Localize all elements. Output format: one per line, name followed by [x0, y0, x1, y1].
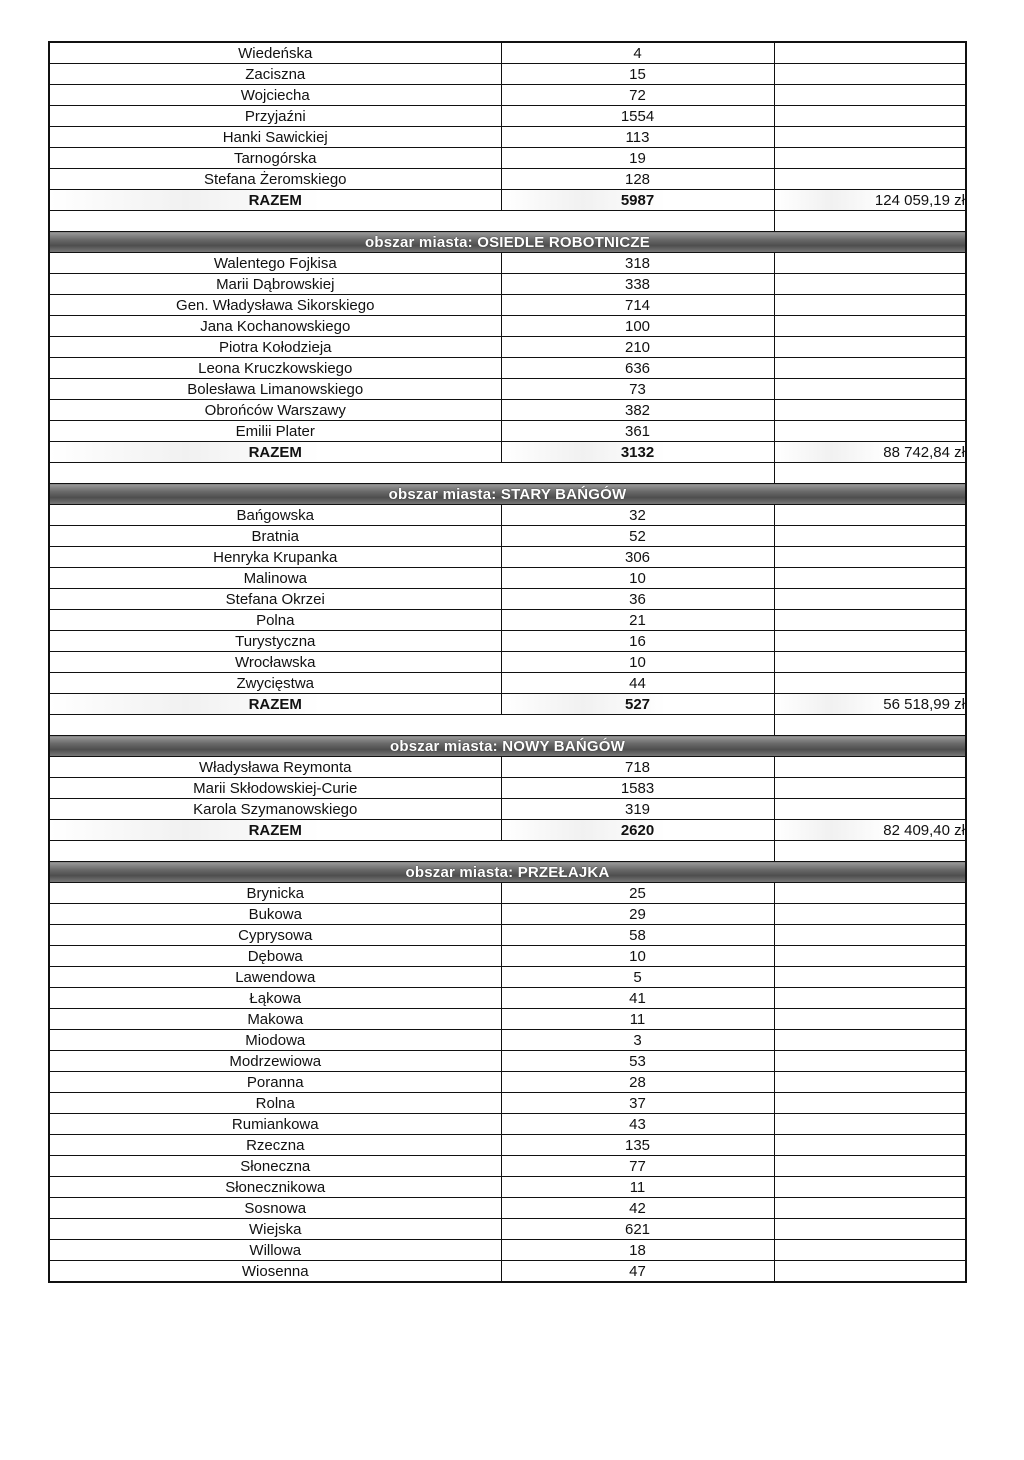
street-name: Leona Kruczkowskiego — [49, 358, 501, 379]
street-name: Bańgowska — [49, 505, 501, 526]
table-row — [49, 253, 966, 274]
table-row — [49, 610, 966, 631]
amount-cell — [774, 967, 966, 988]
resident-count: 15 — [501, 64, 774, 85]
resident-count: 128 — [501, 169, 774, 190]
street-name: Sosnowa — [49, 1198, 501, 1219]
street-name: Bukowa — [49, 904, 501, 925]
total-count: 5987 — [501, 190, 774, 211]
spacer-cell — [49, 715, 774, 736]
street-name: Marii Skłodowskiej-Curie — [49, 778, 501, 799]
spacer-cell — [49, 463, 774, 484]
amount-cell — [774, 274, 966, 295]
total-count: 2620 — [501, 820, 774, 841]
table-row — [49, 1135, 966, 1156]
section-header-row — [49, 484, 966, 505]
resident-count: 28 — [501, 1072, 774, 1093]
resident-count: 42 — [501, 1198, 774, 1219]
resident-count: 1583 — [501, 778, 774, 799]
resident-count: 718 — [501, 757, 774, 778]
table-row — [49, 42, 966, 64]
resident-count: 32 — [501, 505, 774, 526]
resident-count: 11 — [501, 1177, 774, 1198]
amount-cell — [774, 85, 966, 106]
amount-cell — [774, 1072, 966, 1093]
amount-cell — [774, 652, 966, 673]
amount-cell — [774, 127, 966, 148]
street-name: Łąkowa — [49, 988, 501, 1009]
amount-cell — [774, 1156, 966, 1177]
spacer-cell — [774, 841, 966, 862]
street-name: Jana Kochanowskiego — [49, 316, 501, 337]
street-name: Zaciszna — [49, 64, 501, 85]
table-row — [49, 169, 966, 190]
resident-count: 10 — [501, 652, 774, 673]
spacer-cell — [774, 463, 966, 484]
total-amount: 88 742,84 zł — [774, 442, 966, 463]
table-row — [49, 526, 966, 547]
street-name: Piotra Kołodzieja — [49, 337, 501, 358]
table-row — [49, 421, 966, 442]
data-table — [48, 41, 967, 1283]
amount-cell — [774, 295, 966, 316]
spacer-cell — [774, 715, 966, 736]
amount-cell — [774, 106, 966, 127]
total-row — [49, 442, 966, 463]
total-row — [49, 190, 966, 211]
total-row — [49, 820, 966, 841]
section-header-row — [49, 862, 966, 883]
resident-count: 36 — [501, 589, 774, 610]
table-row — [49, 295, 966, 316]
table-row — [49, 946, 966, 967]
section-header-row — [49, 736, 966, 757]
street-name: Przyjaźni — [49, 106, 501, 127]
resident-count: 319 — [501, 799, 774, 820]
resident-count: 21 — [501, 610, 774, 631]
table-row — [49, 106, 966, 127]
table-row — [49, 967, 966, 988]
total-amount: 82 409,40 zł — [774, 820, 966, 841]
spacer-cell — [49, 211, 774, 232]
street-name: Bolesława Limanowskiego — [49, 379, 501, 400]
street-name: Rolna — [49, 1093, 501, 1114]
street-name: Turystyczna — [49, 631, 501, 652]
table-row — [49, 64, 966, 85]
resident-count: 53 — [501, 1051, 774, 1072]
spacer-row — [49, 211, 966, 232]
street-name: Tarnogórska — [49, 148, 501, 169]
resident-count: 306 — [501, 547, 774, 568]
street-name: Makowa — [49, 1009, 501, 1030]
street-name: Stefana Żeromskiego — [49, 169, 501, 190]
street-name: Rzeczna — [49, 1135, 501, 1156]
amount-cell — [774, 631, 966, 652]
street-name: Stefana Okrzei — [49, 589, 501, 610]
street-name: Cyprysowa — [49, 925, 501, 946]
table-row — [49, 400, 966, 421]
resident-count: 29 — [501, 904, 774, 925]
amount-cell — [774, 1114, 966, 1135]
table-row — [49, 631, 966, 652]
amount-cell — [774, 337, 966, 358]
resident-count: 58 — [501, 925, 774, 946]
amount-cell — [774, 883, 966, 904]
street-name: Hanki Sawickiej — [49, 127, 501, 148]
resident-count: 11 — [501, 1009, 774, 1030]
street-name: Obrońców Warszawy — [49, 400, 501, 421]
street-name: Walentego Fojkisa — [49, 253, 501, 274]
street-name: Wiedeńska — [49, 42, 501, 64]
section-header: obszar miasta: PRZEŁAJKA — [49, 862, 966, 883]
resident-count: 113 — [501, 127, 774, 148]
street-name: Modrzewiowa — [49, 1051, 501, 1072]
amount-cell — [774, 358, 966, 379]
resident-count: 210 — [501, 337, 774, 358]
table-row — [49, 337, 966, 358]
spacer-cell — [774, 211, 966, 232]
table-row — [49, 925, 966, 946]
amount-cell — [774, 589, 966, 610]
resident-count: 382 — [501, 400, 774, 421]
table-row — [49, 316, 966, 337]
street-name: Polna — [49, 610, 501, 631]
resident-count: 135 — [501, 1135, 774, 1156]
table-row — [49, 127, 966, 148]
street-name: Rumiankowa — [49, 1114, 501, 1135]
table-row — [49, 757, 966, 778]
amount-cell — [774, 1177, 966, 1198]
amount-cell — [774, 757, 966, 778]
resident-count: 44 — [501, 673, 774, 694]
table-row — [49, 1093, 966, 1114]
table-row — [49, 1051, 966, 1072]
street-name: Zwycięstwa — [49, 673, 501, 694]
table-row — [49, 1240, 966, 1261]
amount-cell — [774, 904, 966, 925]
amount-cell — [774, 568, 966, 589]
table-row — [49, 505, 966, 526]
amount-cell — [774, 547, 966, 568]
resident-count: 52 — [501, 526, 774, 547]
table-body — [49, 42, 966, 1282]
street-name: Brynicka — [49, 883, 501, 904]
resident-count: 338 — [501, 274, 774, 295]
street-name: Malinowa — [49, 568, 501, 589]
street-name: Willowa — [49, 1240, 501, 1261]
table-row — [49, 379, 966, 400]
resident-count: 5 — [501, 967, 774, 988]
section-header: obszar miasta: OSIEDLE ROBOTNICZE — [49, 232, 966, 253]
table-row — [49, 883, 966, 904]
amount-cell — [774, 1198, 966, 1219]
amount-cell — [774, 799, 966, 820]
amount-cell — [774, 1240, 966, 1261]
total-row — [49, 694, 966, 715]
amount-cell — [774, 673, 966, 694]
street-name: Wojciecha — [49, 85, 501, 106]
table-row — [49, 1219, 966, 1240]
street-name: Słoneczna — [49, 1156, 501, 1177]
resident-count: 3 — [501, 1030, 774, 1051]
amount-cell — [774, 316, 966, 337]
table-row — [49, 652, 966, 673]
street-name: Bratnia — [49, 526, 501, 547]
spacer-row — [49, 463, 966, 484]
street-name: Dębowa — [49, 946, 501, 967]
street-name: Miodowa — [49, 1030, 501, 1051]
table-row — [49, 1156, 966, 1177]
table-row — [49, 1009, 966, 1030]
resident-count: 361 — [501, 421, 774, 442]
table-row — [49, 1072, 966, 1093]
total-label: RAZEM — [49, 442, 501, 463]
resident-count: 1554 — [501, 106, 774, 127]
table-row — [49, 589, 966, 610]
section-header-row — [49, 232, 966, 253]
street-name: Wrocławska — [49, 652, 501, 673]
amount-cell — [774, 400, 966, 421]
amount-cell — [774, 148, 966, 169]
street-name: Słonecznikowa — [49, 1177, 501, 1198]
table-row — [49, 1177, 966, 1198]
table-row — [49, 274, 966, 295]
table-row — [49, 778, 966, 799]
street-name: Karola Szymanowskiego — [49, 799, 501, 820]
total-label: RAZEM — [49, 190, 501, 211]
street-name: Lawendowa — [49, 967, 501, 988]
resident-count: 77 — [501, 1156, 774, 1177]
resident-count: 318 — [501, 253, 774, 274]
street-count-table — [48, 41, 965, 1283]
total-label: RAZEM — [49, 694, 501, 715]
amount-cell — [774, 526, 966, 547]
amount-cell — [774, 1093, 966, 1114]
table-row — [49, 85, 966, 106]
table-row — [49, 988, 966, 1009]
amount-cell — [774, 925, 966, 946]
resident-count: 16 — [501, 631, 774, 652]
spacer-row — [49, 715, 966, 736]
resident-count: 10 — [501, 946, 774, 967]
amount-cell — [774, 253, 966, 274]
table-row — [49, 1114, 966, 1135]
resident-count: 636 — [501, 358, 774, 379]
amount-cell — [774, 1009, 966, 1030]
table-row — [49, 148, 966, 169]
spacer-cell — [49, 841, 774, 862]
amount-cell — [774, 1135, 966, 1156]
street-name: Emilii Plater — [49, 421, 501, 442]
section-header: obszar miasta: STARY BAŃGÓW — [49, 484, 966, 505]
street-name: Władysława Reymonta — [49, 757, 501, 778]
amount-cell — [774, 778, 966, 799]
resident-count: 714 — [501, 295, 774, 316]
total-amount: 124 059,19 zł — [774, 190, 966, 211]
street-name: Gen. Władysława Sikorskiego — [49, 295, 501, 316]
amount-cell — [774, 505, 966, 526]
table-row — [49, 799, 966, 820]
street-name: Poranna — [49, 1072, 501, 1093]
total-label: RAZEM — [49, 820, 501, 841]
amount-cell — [774, 42, 966, 64]
resident-count: 47 — [501, 1261, 774, 1283]
resident-count: 43 — [501, 1114, 774, 1135]
section-header: obszar miasta: NOWY BAŃGÓW — [49, 736, 966, 757]
street-name: Henryka Krupanka — [49, 547, 501, 568]
total-count: 3132 — [501, 442, 774, 463]
amount-cell — [774, 421, 966, 442]
total-amount: 56 518,99 zł — [774, 694, 966, 715]
street-name: Wiosenna — [49, 1261, 501, 1283]
resident-count: 37 — [501, 1093, 774, 1114]
resident-count: 10 — [501, 568, 774, 589]
resident-count: 4 — [501, 42, 774, 64]
amount-cell — [774, 1030, 966, 1051]
resident-count: 19 — [501, 148, 774, 169]
amount-cell — [774, 1219, 966, 1240]
table-row — [49, 358, 966, 379]
amount-cell — [774, 946, 966, 967]
spacer-row — [49, 841, 966, 862]
total-count: 527 — [501, 694, 774, 715]
street-name: Wiejska — [49, 1219, 501, 1240]
amount-cell — [774, 64, 966, 85]
table-row — [49, 1198, 966, 1219]
amount-cell — [774, 1051, 966, 1072]
table-row — [49, 1030, 966, 1051]
amount-cell — [774, 169, 966, 190]
table-row — [49, 904, 966, 925]
resident-count: 41 — [501, 988, 774, 1009]
resident-count: 18 — [501, 1240, 774, 1261]
amount-cell — [774, 379, 966, 400]
amount-cell — [774, 988, 966, 1009]
table-row — [49, 1261, 966, 1283]
street-name: Marii Dąbrowskiej — [49, 274, 501, 295]
amount-cell — [774, 610, 966, 631]
resident-count: 621 — [501, 1219, 774, 1240]
resident-count: 73 — [501, 379, 774, 400]
resident-count: 25 — [501, 883, 774, 904]
resident-count: 72 — [501, 85, 774, 106]
table-row — [49, 568, 966, 589]
resident-count: 100 — [501, 316, 774, 337]
table-row — [49, 547, 966, 568]
amount-cell — [774, 1261, 966, 1283]
table-row — [49, 673, 966, 694]
